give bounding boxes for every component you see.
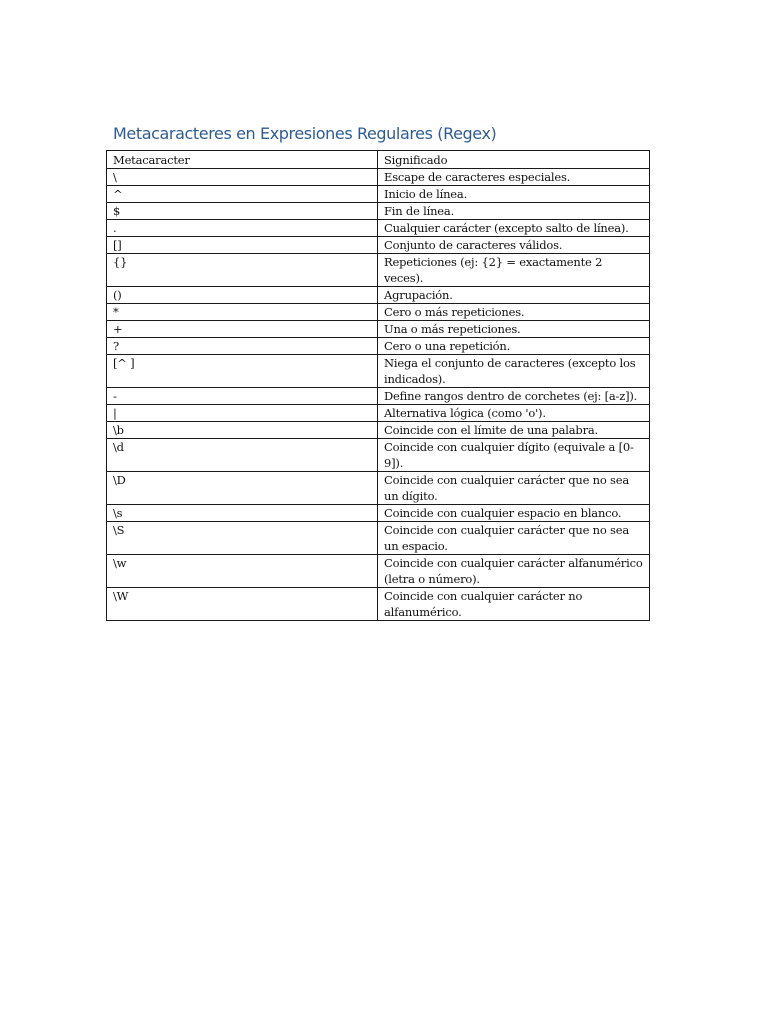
metachar-cell: \D	[107, 472, 378, 505]
meaning-cell: Coincide con cualquier carácter no alfanumérico.	[378, 588, 650, 621]
document-title: Metacaracteres en Expresiones Regulares (Regex)	[113, 124, 497, 143]
table-body	[107, 169, 650, 621]
meaning-cell: Alternativa lógica (como 'o').	[378, 405, 650, 422]
table-row	[107, 237, 650, 254]
meaning-cell: Coincide con cualquier carácter que no sea un dígito.	[378, 472, 650, 505]
table-row	[107, 203, 650, 220]
table-row	[107, 439, 650, 472]
meaning-cell: Repeticiones (ej: {2} = exactamente 2 veces).	[378, 254, 650, 287]
metachar-cell: ()	[107, 287, 378, 304]
metachar-cell: \S	[107, 522, 378, 555]
meaning-cell: Cero o más repeticiones.	[378, 304, 650, 321]
meaning-cell: Fin de línea.	[378, 203, 650, 220]
metachar-cell: .	[107, 220, 378, 237]
meaning-cell: Una o más repeticiones.	[378, 321, 650, 338]
meaning-cell: Define rangos dentro de corchetes (ej: [a-z]).	[378, 388, 650, 405]
header-significado: Significado	[378, 151, 650, 169]
metachar-cell: +	[107, 321, 378, 338]
metachar-cell: $	[107, 203, 378, 220]
table-row	[107, 472, 650, 505]
metachar-cell: ?	[107, 338, 378, 355]
metachar-cell: \s	[107, 505, 378, 522]
table-row	[107, 287, 650, 304]
metachar-cell: \b	[107, 422, 378, 439]
metachar-cell: -	[107, 388, 378, 405]
table-row	[107, 422, 650, 439]
meaning-cell: Coincide con el límite de una palabra.	[378, 422, 650, 439]
table-row	[107, 186, 650, 203]
table-row	[107, 555, 650, 588]
meaning-cell: Coincide con cualquier carácter alfanumérico (letra o número).	[378, 555, 650, 588]
table-row	[107, 405, 650, 422]
meaning-cell: Inicio de línea.	[378, 186, 650, 203]
metachar-cell: {}	[107, 254, 378, 287]
metachar-cell: []	[107, 237, 378, 254]
table-row	[107, 388, 650, 405]
meaning-cell: Coincide con cualquier carácter que no sea un espacio.	[378, 522, 650, 555]
table-row	[107, 522, 650, 555]
table-row	[107, 220, 650, 237]
table-row	[107, 321, 650, 338]
metachar-cell: [^ ]	[107, 355, 378, 388]
meaning-cell: Cero o una repetición.	[378, 338, 650, 355]
metachar-cell: \w	[107, 555, 378, 588]
metachar-cell: ^	[107, 186, 378, 203]
meaning-cell: Agrupación.	[378, 287, 650, 304]
table-row	[107, 169, 650, 186]
meaning-cell: Escape de caracteres especiales.	[378, 169, 650, 186]
table-row	[107, 355, 650, 388]
meaning-cell: Coincide con cualquier dígito (equivale a [0-9]).	[378, 439, 650, 472]
table-row	[107, 505, 650, 522]
table-row	[107, 588, 650, 621]
metachar-cell: *	[107, 304, 378, 321]
metacharacters-table	[106, 150, 650, 621]
metachar-cell: \d	[107, 439, 378, 472]
meaning-cell: Cualquier carácter (excepto salto de línea).	[378, 220, 650, 237]
metachar-cell: |	[107, 405, 378, 422]
table-row	[107, 304, 650, 321]
meaning-cell: Niega el conjunto de caracteres (excepto los indicados).	[378, 355, 650, 388]
header-metacaracter: Metacaracter	[107, 151, 378, 169]
table-row	[107, 338, 650, 355]
meaning-cell: Conjunto de caracteres válidos.	[378, 237, 650, 254]
table-header-row	[107, 151, 650, 169]
meaning-cell: Coincide con cualquier espacio en blanco.	[378, 505, 650, 522]
metachar-cell: \W	[107, 588, 378, 621]
table-row	[107, 254, 650, 287]
metachar-cell: \	[107, 169, 378, 186]
